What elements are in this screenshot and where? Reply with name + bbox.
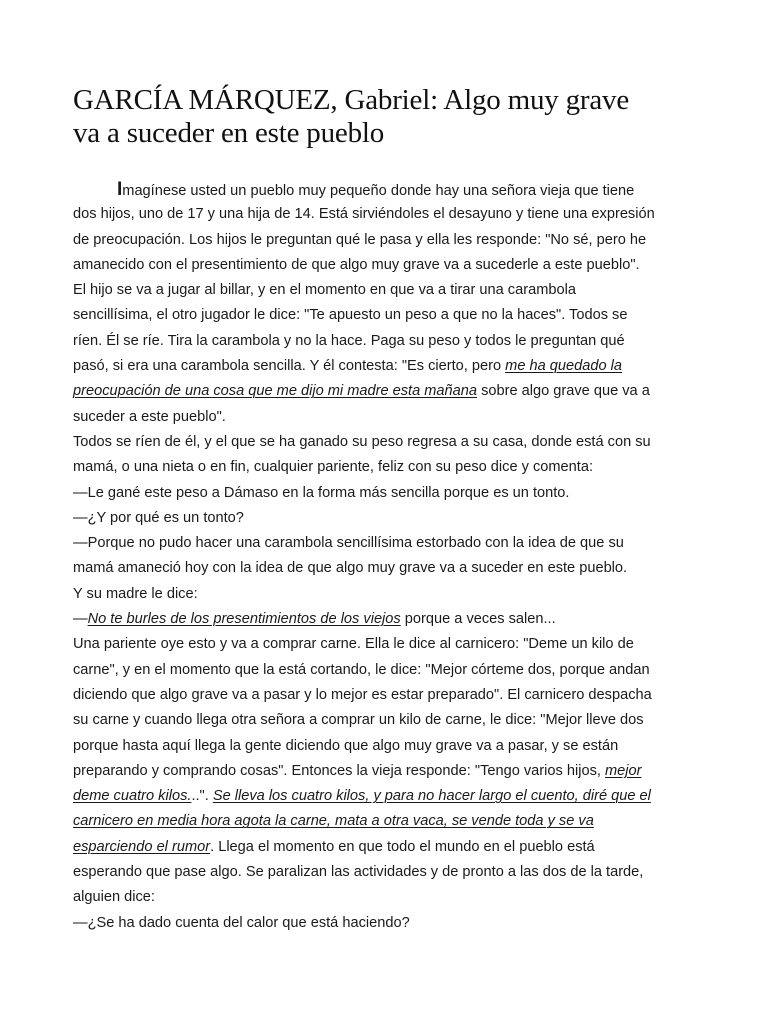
dialogue-line: —Le gané este peso a Dámaso en la forma más sencilla porque es un tonto. xyxy=(73,484,570,501)
text-line: preparando y comprando cosas". Entonces la vieja responde: "Tengo varios hijos, mejor xyxy=(73,762,642,779)
text-line: ríen. Él se ríe. Tira la carambola y no la hace. Paga su peso y todos le preguntan qué xyxy=(73,332,625,349)
text-line: carne", y en el momento que la está cortando, le dice: "Mejor córteme dos, porque andan xyxy=(73,661,650,678)
underlined-text: Se lleva los cuatro kilos, y para no hacer largo el cuento, diré que el xyxy=(212,788,651,805)
text-line: preocupación de una cosa que me dijo mi madre esta mañana sobre algo grave que va a xyxy=(73,383,650,400)
text-line xyxy=(73,809,723,834)
text-line: alguien dice: xyxy=(73,889,155,906)
text-line: Y su madre le dice: xyxy=(73,585,198,602)
text-line: mamá, o una nieta o en fin, cualquier pariente, feliz con su peso dice y comenta: xyxy=(73,459,594,476)
underlined-text: esparciendo el rumor xyxy=(73,838,211,855)
text-line: Una pariente oye esto y va a comprar carne. Ella le dice al carnicero: "Deme un kilo de xyxy=(73,636,634,653)
dialogue-line: —¿Se ha dado cuenta del calor que está haciendo? xyxy=(73,914,410,931)
underlined-text: carnicero en media hora agota la carne, mata a otra vaca, se vende toda y se va xyxy=(73,813,594,830)
text-line: su carne y cuando llega otra señora a comprar un kilo de carne, le dice: "Mejor lleve dos xyxy=(73,712,644,729)
text-line: El hijo se va a jugar al billar, y en el momento en que va a tirar una carambola xyxy=(73,282,576,299)
text-line: esperando que pase algo. Se paralizan las actividades y de pronto a las dos de la tarde, xyxy=(73,864,644,881)
text-line: diciendo que algo grave va a pasar y lo mejor es estar preparado". El carnicero despacha xyxy=(73,686,652,703)
dialogue-line: —Porque no pudo hacer una carambola sencillísima estorbado con la idea de que su xyxy=(73,535,624,552)
title-line-2: va a suceder en este pueblo xyxy=(73,117,385,149)
underlined-text: deme cuatro kilos. xyxy=(73,788,192,805)
text-line: amanecido con el presentimiento de que algo muy grave va a sucederle a este pueblo". xyxy=(73,256,640,273)
underlined-text: preocupación de una cosa que me dijo mi madre esta mañana xyxy=(73,383,478,400)
dialogue-line: —¿Y por qué es un tonto? xyxy=(73,509,244,526)
underlined-text: No te burles de los presentimientos de los viejos xyxy=(87,611,401,628)
story-body xyxy=(73,177,723,936)
text-line: pasó, si era una carambola sencilla. Y él contesta: "Es cierto, pero me ha quedado la xyxy=(73,358,622,375)
text-line: Todos se ríen de él, y el que se ha ganado su peso regresa a su casa, donde está con su xyxy=(73,433,651,450)
title-line-1: GARCÍA MÁRQUEZ, Gabriel: Algo muy grave xyxy=(73,84,630,116)
text-line: de preocupación. Los hijos le preguntan qué le pasa y ella les responde: "No sé, pero he xyxy=(73,231,647,248)
text-line: suceder a este pueblo". xyxy=(73,408,226,425)
text-line: dos hijos, uno de 17 y una hija de 14. Está sirviéndoles el desayuno y tiene una expresión xyxy=(73,206,655,223)
text-line: mamá amaneció hoy con la idea de que algo muy grave va a suceder en este pueblo. xyxy=(73,560,628,577)
text-line: deme cuatro kilos...". Se lleva los cuatro kilos, y para no hacer largo el cuento, diré que el xyxy=(73,788,651,805)
dialogue-line: —No te burles de los presentimientos de los viejos porque a veces salen... xyxy=(73,611,556,628)
document-title xyxy=(73,84,713,150)
text-line: sencillísima, el otro jugador le dice: "Te apuesto un peso a que no la haces". Todos se xyxy=(73,307,628,324)
text-line: Imagínese usted un pueblo muy pequeño donde hay una señora vieja que tiene xyxy=(117,179,635,200)
text-line: porque hasta aquí llega la gente diciendo que algo muy grave va a pasar, y se están xyxy=(73,737,619,754)
drop-cap: I xyxy=(117,179,123,200)
text-line: esparciendo el rumor. Llega el momento en que todo el mundo en el pueblo está xyxy=(73,838,595,855)
underlined-text: mejor xyxy=(605,762,642,779)
underlined-text: me ha quedado la xyxy=(505,358,622,375)
